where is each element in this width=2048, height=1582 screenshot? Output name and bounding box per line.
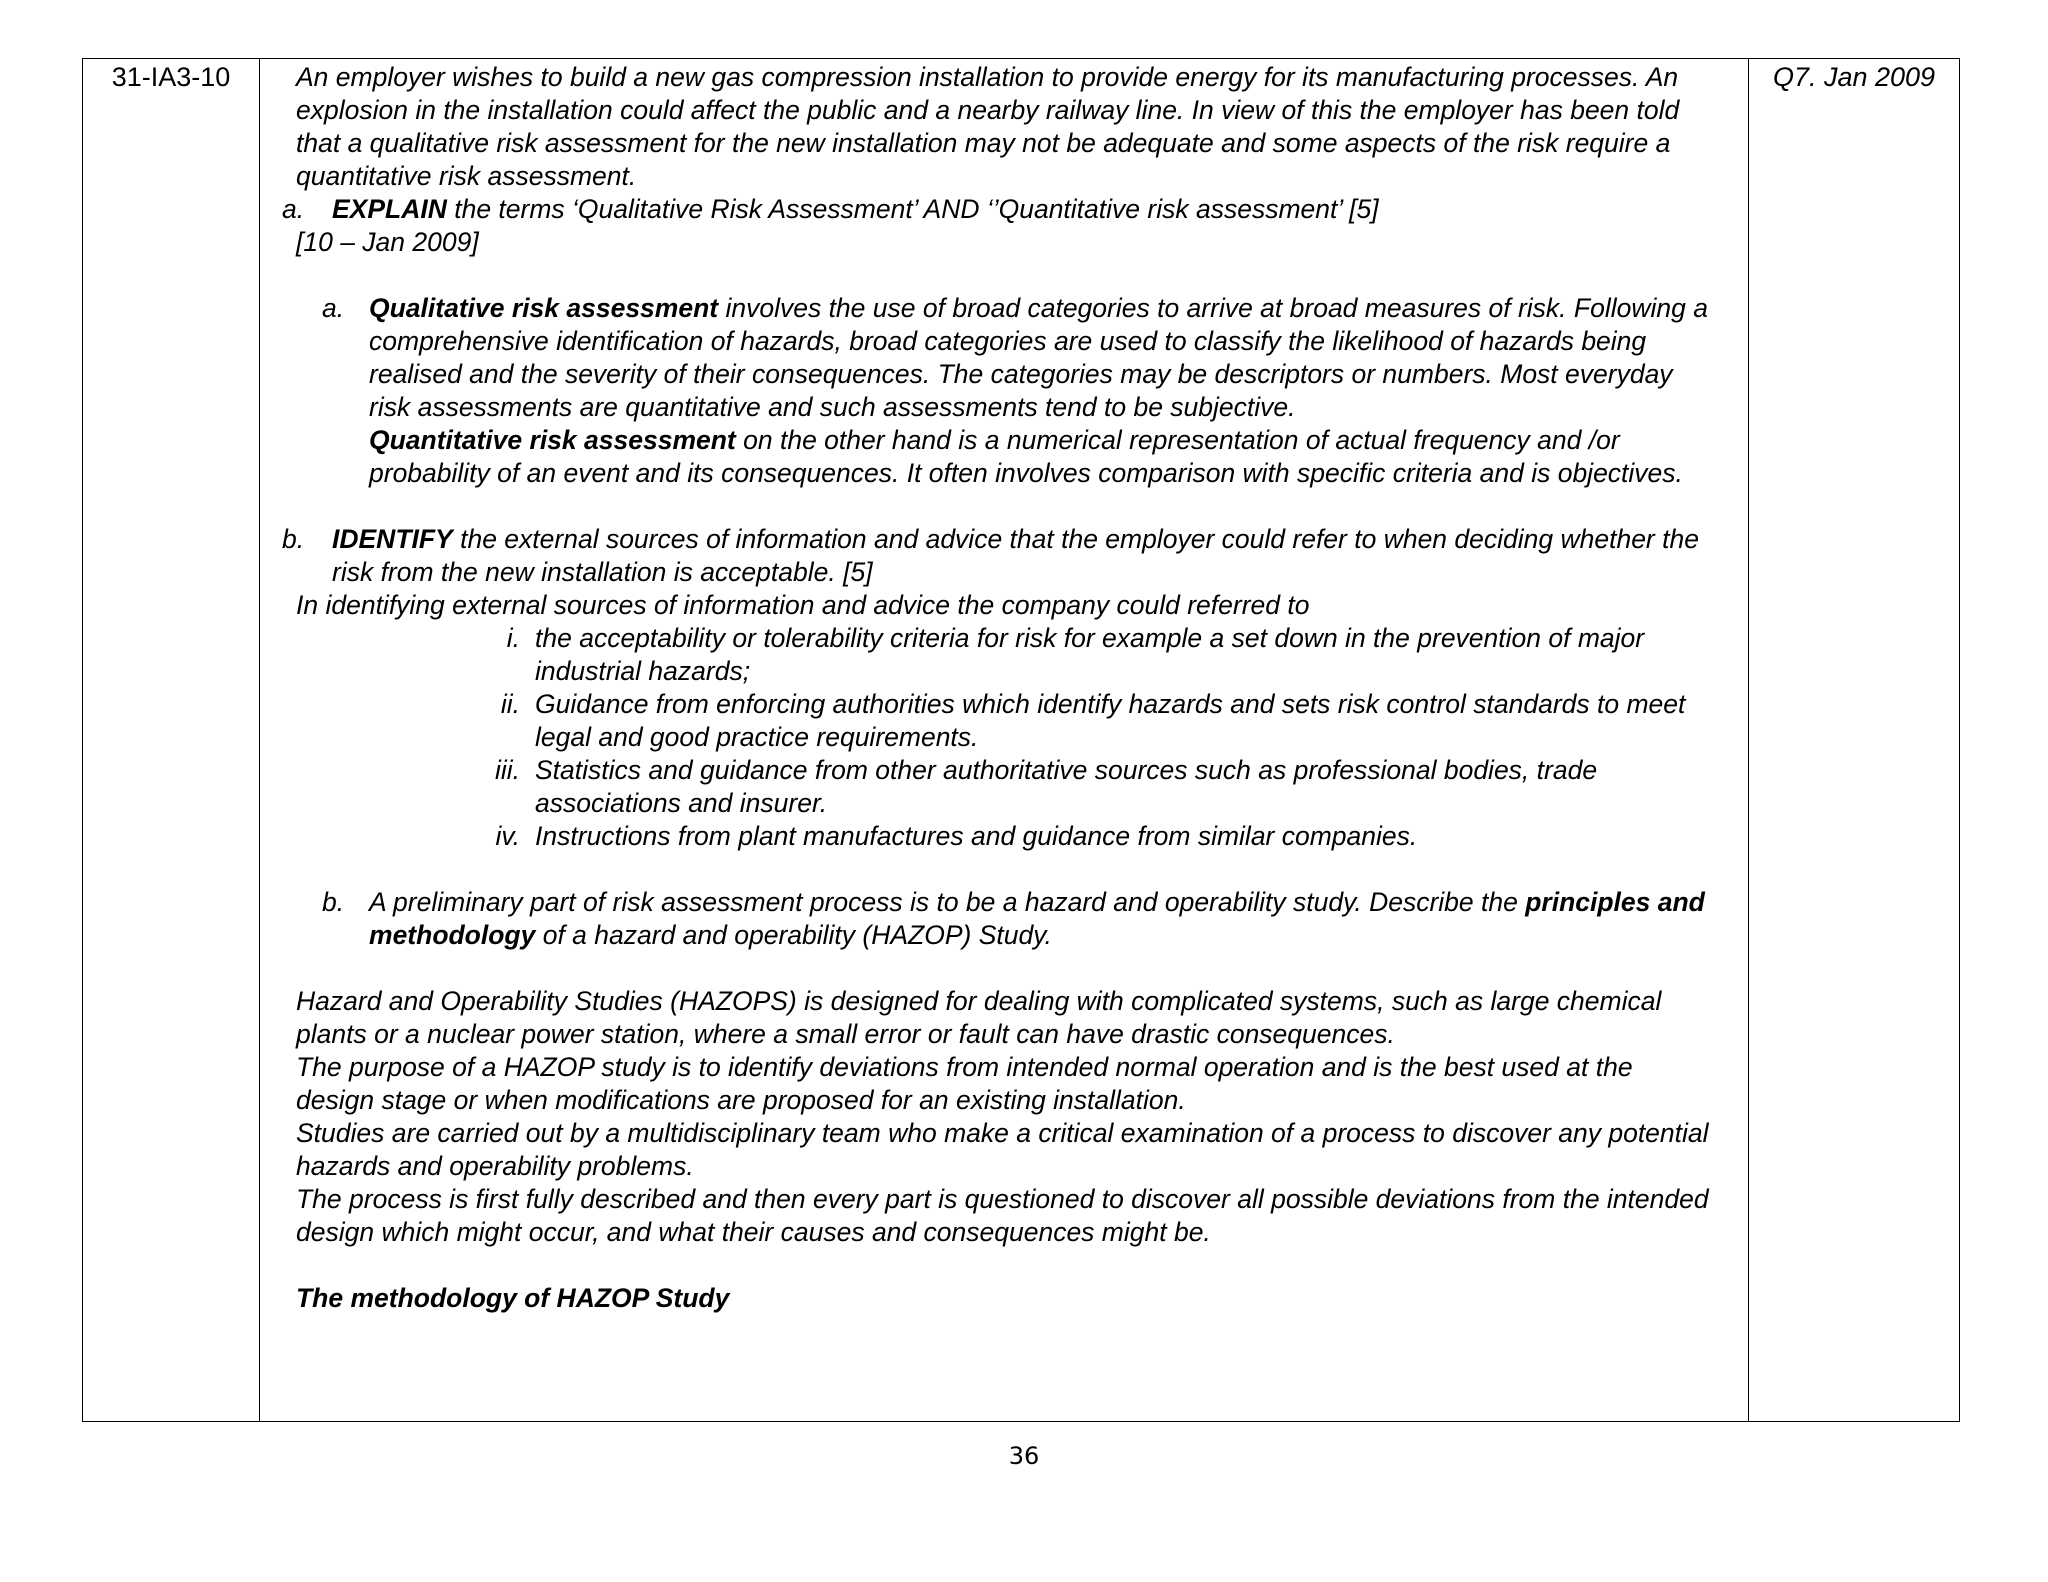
question-id: 31-IA3-10 [111, 62, 231, 92]
question-a-marks: [10 – Jan 2009] [296, 227, 479, 257]
question-b-label: b. [282, 524, 305, 554]
question-c-label: b. [322, 887, 345, 917]
answer-b-intro: In identifying external sources of information and advice the company could referred to [296, 590, 1310, 620]
answer-a [260, 292, 1712, 490]
question-a-label: a. [282, 194, 305, 224]
methodology-heading [260, 1282, 1712, 1315]
question-b-keyword: IDENTIFY [332, 524, 453, 554]
list-item [260, 622, 1712, 688]
list-item-text: the acceptability or tolerability criteria for risk for example a set down in the prevention of major industrial hazards; [535, 623, 1645, 686]
question-a-text: the terms ‘Qualitative Risk Assessment’ AND ‘’Quantitative risk assessment’ [5] [446, 194, 1379, 224]
question-c-text-end: of a hazard and operability (HAZOP) Study. [535, 920, 1052, 950]
question-b [260, 523, 1712, 589]
list-item-text: Statistics and guidance from other authoritative sources such as professional bodies, trade associations and insurer. [535, 755, 1598, 818]
answer-a-label: a. [322, 293, 345, 323]
list-item-text: Guidance from enforcing authorities which identify hazards and sets risk control standards to meet legal and good practice requirements. [535, 689, 1686, 752]
qualitative-term: Qualitative risk assessment [369, 293, 719, 323]
qualitative-text: involves the use of broad categories to arrive at broad measures of risk. Following a comprehensive identification of hazards, broad categories are used to classify the likelihood of hazards being realised and the severity of their consequences. The categories may be descriptors or numbers. Most everyday risk assessments are quantitative and such assessments tend to be subjective. [369, 293, 1708, 422]
quantitative-term: Quantitative risk assessment [369, 425, 736, 455]
question-c-text: A preliminary part of risk assessment process is to be a hazard and operability study. Describe the [369, 887, 1526, 917]
exam-reference: Q7. Jan 2009 [1772, 62, 1936, 92]
question-a [260, 193, 1712, 226]
reference-cell [1749, 59, 1960, 1422]
list-item-label: ii. [500, 689, 520, 719]
list-item-label: i. [506, 623, 520, 653]
list-item [260, 820, 1712, 853]
content-cell [260, 59, 1749, 1422]
hazop-paragraph: Studies are carried out by a multidisciplinary team who make a critical examination of a process to discover any potential hazards and operability problems. [296, 1118, 1709, 1181]
question-id-cell [83, 59, 260, 1422]
hazop-paragraph: The purpose of a HAZOP study is to identify deviations from intended normal operation and is the best used at the design stage or when modifications are proposed for an existing installation. [296, 1052, 1633, 1115]
page-number: 36 [1008, 1442, 1040, 1470]
list-item-label: iii. [494, 755, 520, 785]
content [260, 59, 1748, 1315]
list-item [260, 754, 1712, 820]
table-row [83, 59, 1960, 1422]
question-intro: An employer wishes to build a new gas compression installation to provide energy for its manufacturing processes. An explosion in the installation could affect the public and a nearby railway line. In view of this the employer has been told that a qualitative risk assessment for the new installation may not be adequate and some aspects of the risk require a quantitative risk assessment. [296, 62, 1680, 191]
hazop-paragraph: Hazard and Operability Studies (HAZOPS) is designed for dealing with complicated systems, such as large chemical plants or a nuclear power station, where a small error or fault can have drastic consequences. [296, 986, 1662, 1049]
list-item-label: iv. [495, 821, 520, 851]
list-item [260, 688, 1712, 754]
question-b-text: the external sources of information and advice that the employer could refer to when deciding whether the risk from the new installation is acceptable. [5] [332, 524, 1699, 587]
quantitative-text: on the other hand is a numerical representation of actual frequency and /or probability of an event and its consequences. It often involves comparison with specific criteria and is objectives. [369, 425, 1683, 488]
list-item-text: Instructions from plant manufactures and guidance from similar companies. [535, 821, 1418, 851]
question-c-keyword: principles and methodology [369, 887, 1705, 950]
question-a-keyword: EXPLAIN [332, 194, 447, 224]
methodology-heading-text: The methodology of HAZOP Study [296, 1283, 730, 1313]
question-table [82, 58, 1960, 1422]
question-c [260, 886, 1712, 952]
hazop-paragraph: The process is first fully described and then every part is questioned to discover all possible deviations from the intended design which might occur, and what their causes and consequences might be. [296, 1184, 1709, 1247]
